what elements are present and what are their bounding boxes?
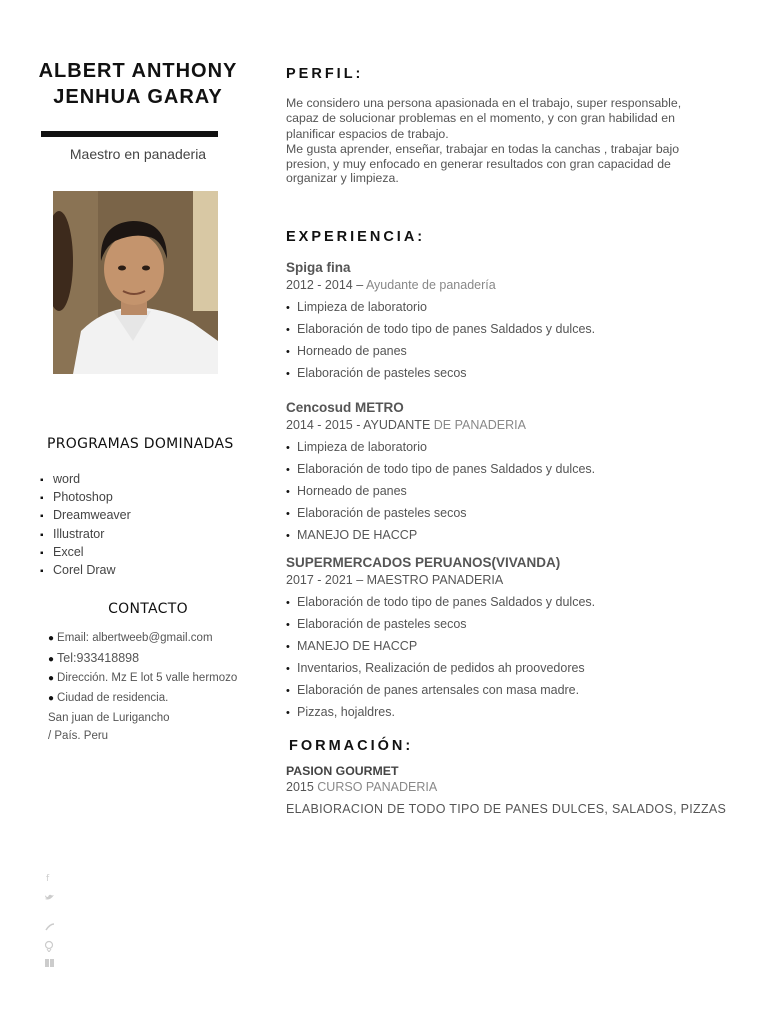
job-meta <box>286 277 595 294</box>
job-entry <box>286 554 595 723</box>
education-meta <box>286 780 437 794</box>
job-company: Cencosud METRO <box>286 400 404 415</box>
job-dates: 2012 - 2014 – <box>286 278 366 292</box>
bullet-icon: • <box>286 464 290 476</box>
svg-text:f: f <box>46 874 50 882</box>
job-meta <box>286 417 595 434</box>
bullet-icon: ● <box>48 654 55 665</box>
program-label: Photoshop <box>53 490 113 505</box>
task-item: • MANEJO DE HACCP <box>286 524 595 546</box>
contact-city-label: ● Ciudad de residencia. <box>48 692 169 704</box>
profile-summary <box>286 96 716 185</box>
job-tasks <box>286 296 595 384</box>
bullet-icon: • <box>286 530 290 542</box>
contact-city-value: San juan de Lurigancho <box>48 712 170 724</box>
education-year: 2015 <box>286 780 318 794</box>
bullet-icon: • <box>286 346 290 358</box>
task-item: • Elaboración de panes artensales con masa madre. <box>286 679 595 701</box>
contact-country: / País. Peru <box>48 730 109 742</box>
education-description: ELABIORACION DE TODO TIPO DE PANES DULCES, SALADOS, PIZZAS <box>286 802 727 816</box>
bullet-icon: • <box>286 368 290 380</box>
profile-line: organizar y limpieza. <box>286 170 399 185</box>
bullet-icon: ▪ <box>40 565 44 577</box>
bullet-icon: • <box>286 619 290 631</box>
program-item <box>40 506 131 524</box>
candidate-name <box>20 58 256 110</box>
contact-email[interactable]: ● Email: albertweeb@gmail.com <box>48 632 213 644</box>
task-item: • Horneado de panes <box>286 480 595 502</box>
program-label: Excel <box>53 544 84 559</box>
program-item <box>40 488 131 506</box>
programs-list <box>40 470 131 579</box>
job-tasks <box>286 436 595 546</box>
job-dates: 2017 - 2021 – MAESTRO PANADERIA <box>286 573 504 587</box>
programs-heading: PROGRAMAS DOMINADAS <box>47 436 234 452</box>
job-role: DE PANADERIA <box>433 418 526 432</box>
bullet-icon: ▪ <box>40 547 44 559</box>
bullet-icon: • <box>286 486 290 498</box>
profile-heading: PERFIL: <box>286 66 364 82</box>
bullet-icon: ● <box>48 633 55 644</box>
job-entry <box>286 399 595 546</box>
task-item: • Elaboración de todo tipo de panes Saldados y dulces. <box>286 318 595 340</box>
profile-line: capaz de solucionar problemas en el momento, y con gran habilidad en <box>286 111 675 126</box>
task-item: • Horneado de panes <box>286 340 595 362</box>
task-item: • Pizzas, hojaldres. <box>286 701 595 723</box>
job-role: Ayudante de panadería <box>365 278 496 292</box>
task-item: • Limpieza de laboratorio <box>286 436 595 458</box>
program-label: word <box>53 472 81 486</box>
program-label: Illustrator <box>53 526 105 541</box>
job-meta <box>286 572 595 589</box>
program-label: Dreamweaver <box>53 508 131 523</box>
name-line-2: JENHUA GARAY <box>53 86 223 108</box>
bullet-icon: • <box>286 508 290 520</box>
profile-photo <box>53 191 218 374</box>
job-entry <box>286 259 595 384</box>
task-item: • Elaboración de todo tipo de panes Saldados y dulces. <box>286 458 595 480</box>
bullet-icon: ▪ <box>40 493 44 505</box>
contact-block <box>48 629 237 745</box>
bullet-icon: • <box>286 302 290 314</box>
task-item: • Elaboración de todo tipo de panes Saldados y dulces. <box>286 591 595 613</box>
job-title: Maestro en panaderia <box>69 146 207 162</box>
task-item: • Limpieza de laboratorio <box>286 296 595 318</box>
bullet-icon: • <box>286 663 290 675</box>
task-item: • Inventarios, Realización de pedidos ah proovedores <box>286 657 595 679</box>
bullet-icon: • <box>286 324 290 336</box>
bullet-icon: ● <box>48 673 55 684</box>
job-company: Spiga fina <box>286 260 351 275</box>
program-item <box>40 561 131 579</box>
profile-line: Me considero una persona apasionada en el trabajo, super responsable, <box>286 96 682 110</box>
bullet-icon: ▪ <box>40 511 44 523</box>
contact-heading: CONTACTO <box>108 601 188 617</box>
profile-line: planificar espacios de trabajo. <box>286 126 449 141</box>
bullet-icon: • <box>286 707 290 719</box>
program-label: Corel Draw <box>53 562 116 577</box>
education-course: CURSO PANADERIA <box>317 780 438 794</box>
experience-heading: EXPERIENCIA: <box>286 229 426 245</box>
program-item <box>40 543 131 561</box>
contact-address: ● Dirección. Mz E lot 5 valle hermozo <box>48 672 238 684</box>
task-item: • Elaboración de pasteles secos <box>286 502 595 524</box>
task-item: • MANEJO DE HACCP <box>286 635 595 657</box>
education-heading: FORMACIÓN: <box>289 738 414 754</box>
bullet-icon: • <box>286 641 290 653</box>
task-item: • Elaboración de pasteles secos <box>286 362 595 384</box>
job-company: SUPERMERCADOS PERUANOS(VIVANDA) <box>286 555 561 570</box>
education-school: PASION GOURMET <box>286 764 399 778</box>
program-item <box>40 525 131 543</box>
profile-line: presion, y muy enfocado en generar resultados con gran capacidad de <box>286 156 671 171</box>
bullet-icon: ● <box>48 693 55 704</box>
bullet-icon: • <box>286 685 290 697</box>
program-item <box>40 470 131 488</box>
name-divider <box>41 131 218 137</box>
bullet-icon: • <box>286 442 290 454</box>
profile-line: Me gusta aprender, enseñar, trabajar en todas la canchas , trabajar bajo <box>286 142 680 157</box>
job-dates: 2014 - 2015 - AYUDANTE <box>286 418 434 432</box>
bullet-icon: ▪ <box>40 529 44 541</box>
task-item: • Elaboración de pasteles secos <box>286 613 595 635</box>
name-line-1: ALBERT ANTHONY <box>38 60 238 82</box>
bullet-icon: ▪ <box>40 475 44 486</box>
contact-phone[interactable]: ● Tel:933418898 <box>48 651 140 665</box>
job-tasks <box>286 591 595 723</box>
bullet-icon: • <box>286 597 290 609</box>
